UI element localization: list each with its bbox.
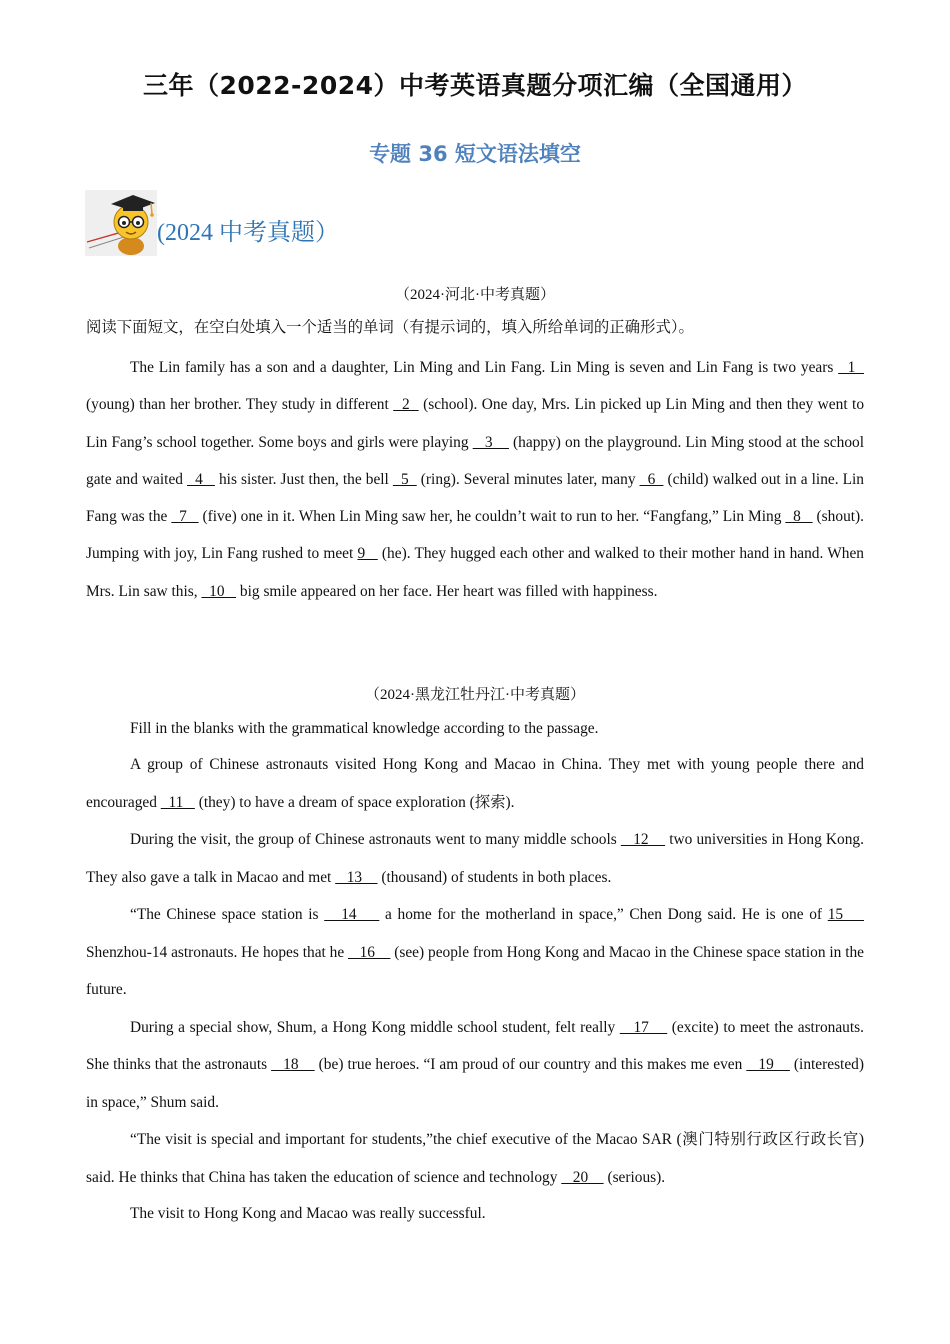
passage-2-paragraph	[86, 821, 864, 896]
answer-blank[interactable]: 7	[171, 508, 199, 526]
answer-blank[interactable]: 18	[271, 1056, 315, 1073]
passage-text-run: (be) true heroes. “I am proud of our country and this makes me even	[314, 1056, 747, 1073]
passage-1-source: （2024·河北·中考真题）	[395, 287, 555, 303]
answer-blank[interactable]: 20	[561, 1168, 604, 1186]
passage-text-run: (thousand) of students in both places.	[377, 868, 612, 886]
passage-text-run: (young) than her brother. They study in different	[86, 396, 394, 414]
passage-2-text	[86, 711, 864, 1231]
passage-text-run: During a special show, Shum, a Hong Kong middle school student, felt really	[130, 1018, 620, 1036]
answer-blank[interactable]: 2	[393, 396, 419, 414]
passage-text-run: big smile appeared on her face. Her heart was filled with happiness.	[236, 582, 658, 600]
passage-2-paragraph	[86, 1009, 864, 1122]
passage-text-run: a home for the motherland in space,” Chen Dong said. He is one of	[379, 906, 828, 923]
passage-text-run: (he). They hugged each other and walked to their mother hand in hand. When Mrs. Lin saw this,	[86, 545, 864, 600]
answer-blank[interactable]: 19	[746, 1056, 790, 1073]
answer-blank[interactable]: 8	[785, 508, 813, 526]
document-title: 三年（2022-2024）中考英语真题分项汇编（全国通用）	[142, 71, 808, 100]
answer-blank[interactable]: 11	[160, 793, 195, 811]
passage-text-run: (shout). Jumping with joy, Lin Fang rushed to meet	[86, 508, 865, 563]
answer-blank[interactable]: 12	[620, 831, 666, 848]
passage-text-run: (child) walked out in a line. Lin Fang was the	[86, 470, 864, 526]
answer-blank[interactable]: 16	[348, 943, 391, 961]
graduate-mascot-icon	[85, 190, 157, 256]
answer-blank[interactable]: 6	[639, 470, 664, 488]
passage-text-run: Shenzhou-14 astronauts. He hopes that he	[86, 943, 349, 961]
passage-2-source: （2024·黑龙江牡丹江·中考真题）	[365, 687, 585, 703]
passage-2-paragraph	[86, 896, 864, 1009]
answer-blank[interactable]: 5	[392, 470, 417, 488]
answer-blank[interactable]: 13	[335, 868, 378, 886]
passage-text-run: (happy) on the playground. Lin Ming stood at the school gate and waited	[86, 433, 864, 488]
passage-text-run: “The visit is special and important for students,”the chief executive of the Macao SAR (澳门特别行政区行政长官) said. He thinks that China has taken the education of science and technology	[86, 1131, 864, 1186]
answer-blank[interactable]: 9	[357, 545, 378, 563]
passage-text-run: The visit to Hong Kong and Macao was really successful.	[130, 1205, 486, 1222]
answer-blank[interactable]: 3	[472, 433, 509, 451]
passage-text-run: The Lin family has a son and a daughter, Lin Ming and Lin Fang. Lin Ming is seven and Lin Fang is two years	[130, 359, 839, 376]
passage-text-run: Fill in the blanks with the grammatical knowledge according to the passage.	[130, 720, 599, 737]
passage-text-run: two universities in Hong Kong. They also gave a talk in Macao and met	[86, 831, 864, 886]
passage-text-run: A group of Chinese astronauts visited Hong Kong and Macao in China. They met with young people there and encouraged	[86, 756, 864, 811]
passage-text-run: (see) people from Hong Kong and Macao in the Chinese space station in the future.	[86, 943, 864, 998]
passage-2-paragraph	[86, 1121, 864, 1196]
section-heading	[85, 190, 485, 256]
answer-blank[interactable]: 4	[187, 470, 215, 488]
passage-text-run: (ring). Several minutes later, many	[416, 470, 640, 488]
passage-text-run: (serious).	[603, 1168, 666, 1186]
answer-blank[interactable]: 1	[838, 359, 864, 376]
passage-2-paragraph	[86, 746, 864, 821]
passage-2-paragraph	[86, 1196, 864, 1231]
passage-text-run: (interested) in space,” Shum said.	[86, 1056, 864, 1111]
answer-blank[interactable]: 17	[619, 1018, 668, 1036]
section-label: (2024 中考真题）	[157, 220, 339, 246]
passage-text-run: (excite) to meet the astronauts. She thinks that the astronauts	[86, 1018, 864, 1073]
passage-1-text	[86, 349, 864, 610]
passage-1	[86, 284, 864, 610]
passage-2-paragraph	[86, 711, 864, 746]
passage-text-run: (five) one in it. When Lin Ming saw her, he couldn’t wait to run to her. “Fangfang,” Lin Ming	[198, 508, 786, 526]
topic-subtitle: 专题 36 短文语法填空	[369, 142, 581, 166]
passage-1-instruction: 阅读下面短文，在空白处填入一个适当的单词（有提示词的，填入所给单词的正确形式）。	[86, 319, 694, 336]
answer-blank[interactable]: 10	[201, 582, 237, 600]
passage-text-run: (they) to have a dream of space exploration (探索).	[194, 793, 515, 811]
answer-blank[interactable]: 14	[324, 906, 380, 923]
passage-text-run: “The Chinese space station is	[130, 906, 325, 923]
passage-text-run: his sister. Just then, the bell	[214, 470, 393, 488]
passage-text-run: (school). One day, Mrs. Lin picked up Lin Ming and then they went to Lin Fang’s school together. Some boys and girls were playing	[86, 396, 865, 451]
passage-2	[86, 684, 864, 1231]
passage-text-run: During the visit, the group of Chinese astronauts went to many middle schools	[130, 831, 621, 848]
answer-blank[interactable]: 15	[827, 906, 864, 923]
